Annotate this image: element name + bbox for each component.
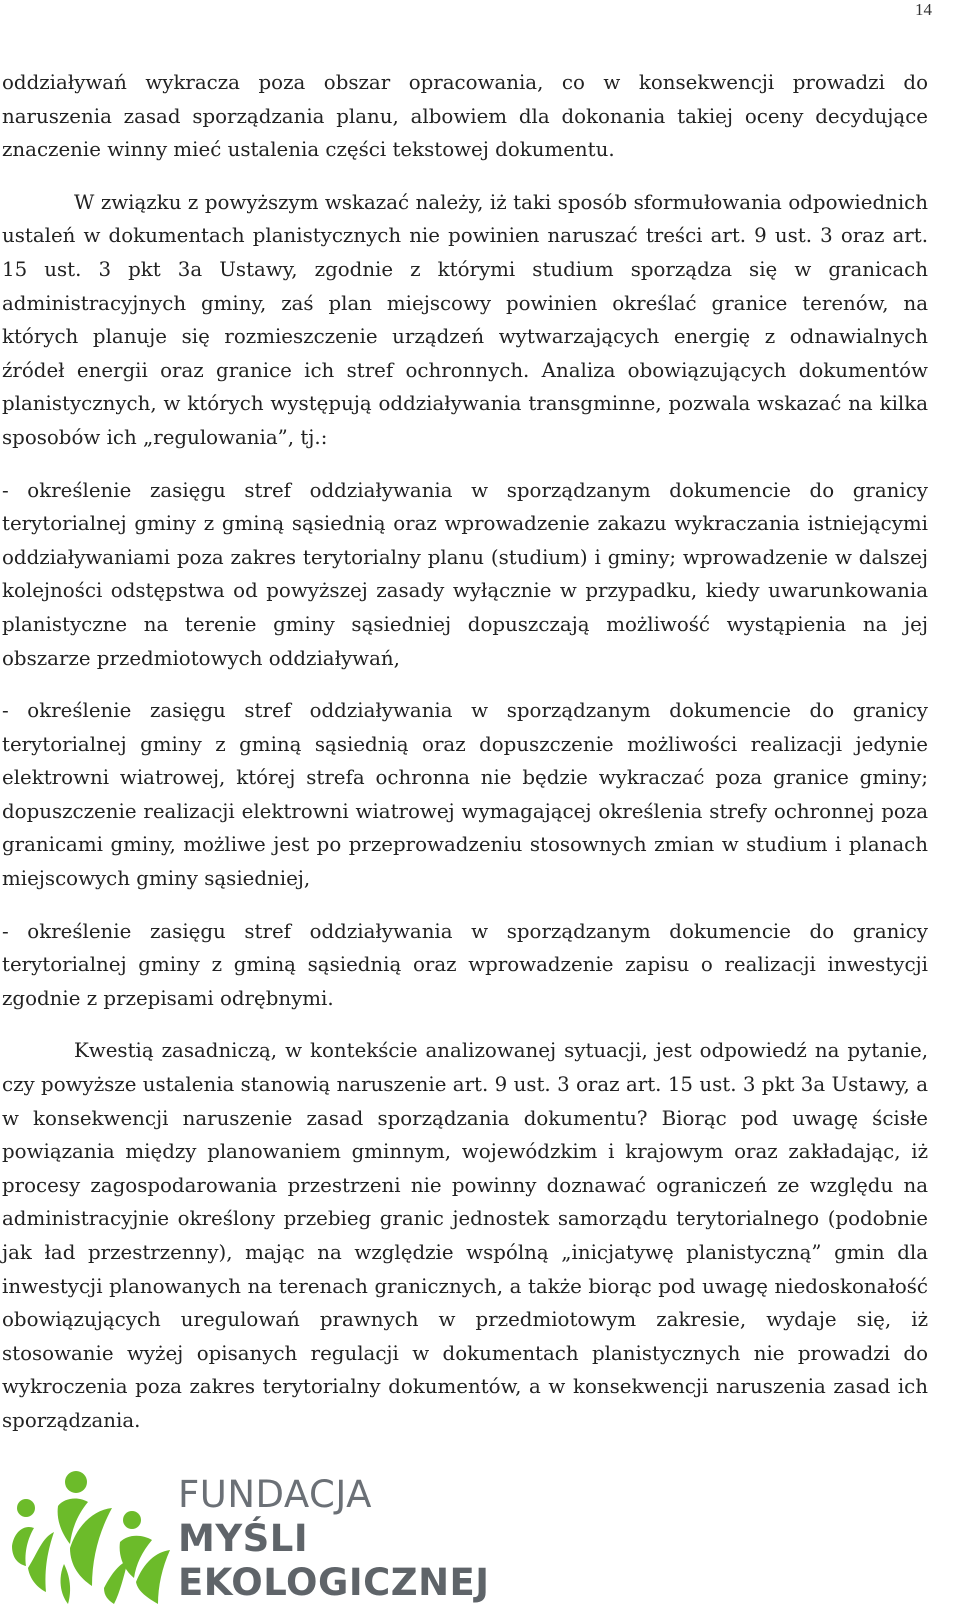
paragraph-conclusion: Kwestią zasadniczą, w kontekście analizowanej sytuacji, jest odpowiedź na pytanie, czy powyższe ustalenia stanowią naruszenie art. 9 ust. 3 oraz art. 15 ust. 3 pkt 3a Ustawy, a w konsekwencji naruszenie zasad sporządzania dokumentu? Biorąc pod uwagę ścisłe powiązania między planowaniem gminnym, wojewódzkim i krajowym oraz zakładając, iż procesy zagospodarowania przestrzeni nie powinny doznawać ograniczeń ze względu na administracyjnie określony przebieg granic jednostek samorządu terytorialnego (podobnie jak ład przestrzenny), mając na względzie wspólną „inicjatywę planistyczną” gmin dla inwestycji planowanych na terenach granicznych, a także biorąc pod uwagę niedoskonałość obowiązujących uregulowań prawnych w przedmiotowym zakresie, wydaje się, iż stosowanie wyżej opisanych regulacji w dokumentach planistycznych nie prowadzi do wykroczenia poza zakres terytorialny dokumentów, a w konsekwencji naruszenia zasad ich sporządzania. — [2, 1039, 928, 1432]
leaf-figures-icon — [8, 1468, 178, 1608]
list-item-second: - określenie zasięgu stref oddziaływania w sporządzanym dokumencie do granicy terytorialnej gminy z gminą sąsiednią oraz dopuszczenie możliwości realizacji jedynie elektrowni wiatrowej, której strefa ochronna nie będzie wykraczać poza granice gminy; dopuszczenie realizacji elektrowni wiatrowej wymagającej określenia strefy ochronnej poza granicami gminy, możliwe jest po przeprowadzeniu stosownych zmian w studium i planach miejscowych gminy sąsiedniej, — [2, 699, 928, 891]
list-item-third: - określenie zasięgu stref oddziaływania w sporządzanym dokumencie do granicy terytorialnej gminy z gminą sąsiednią oraz wprowadzenie zapisu o realizacji inwestycji zgodnie z przepisami odrębnymi. — [2, 919, 928, 1010]
paragraph-continuation: oddziaływań wykracza poza obszar opracowania, co w konsekwencji prowadzi do naruszenia zasad sporządzania planu, albowiem dla dokonania takiej oceny decydujące znaczenie winny mieć ustalenia części tekstowej dokumentu. — [2, 71, 928, 162]
list-item-first: - określenie zasięgu stref oddziaływania w sporządzanym dokumencie do granicy terytorialnej gminy z gminą sąsiednią oraz wprowadzenie zakazu wykraczania istniejącymi oddziaływaniami poza zakres terytorialny planu (studium) i gminy; wprowadzenie w dalszej kolejności odstępstwa od powyższej zasady wyłącznie w przypadku, kiedy uwarunkowania planistyczne na terenie gminy sąsiedniej dopuszczają możliwość wystąpienia na jej obszarze przedmiotowych oddziaływań, — [2, 478, 928, 670]
logo-wordmark — [178, 1473, 490, 1605]
page-number: 14 — [915, 0, 932, 19]
document-body — [2, 66, 928, 1457]
logo-line-mysli: MYŚLI — [178, 1517, 309, 1560]
paragraph-intro: W związku z powyższym wskazać należy, iż taki sposób sformułowania odpowiednich ustaleń w dokumentach planistycznych nie powinien naruszać treści art. 9 ust. 3 oraz art. 15 ust. 3 pkt 3a Ustawy, zgodnie z którymi studium sporządza się w granicach administracyjnych gminy, zaś plan miejscowy powinien określać granice terenów, na których planuje się rozmieszczenie urządzeń wytwarzających energię z odnawialnych źródeł energii oraz granice ich stref ochronnych. Analiza obowiązujących dokumentów planistycznych, w których występują oddziaływania transgminne, pozwala wskazać na kilka sposobów ich „regulowania”, tj.: — [2, 190, 928, 449]
logo-line-fundacja: FUNDACJA — [178, 1473, 372, 1516]
logo-line-ekologicznej: EKOLOGICZNEJ — [178, 1561, 490, 1604]
foundation-logo — [8, 1468, 490, 1608]
